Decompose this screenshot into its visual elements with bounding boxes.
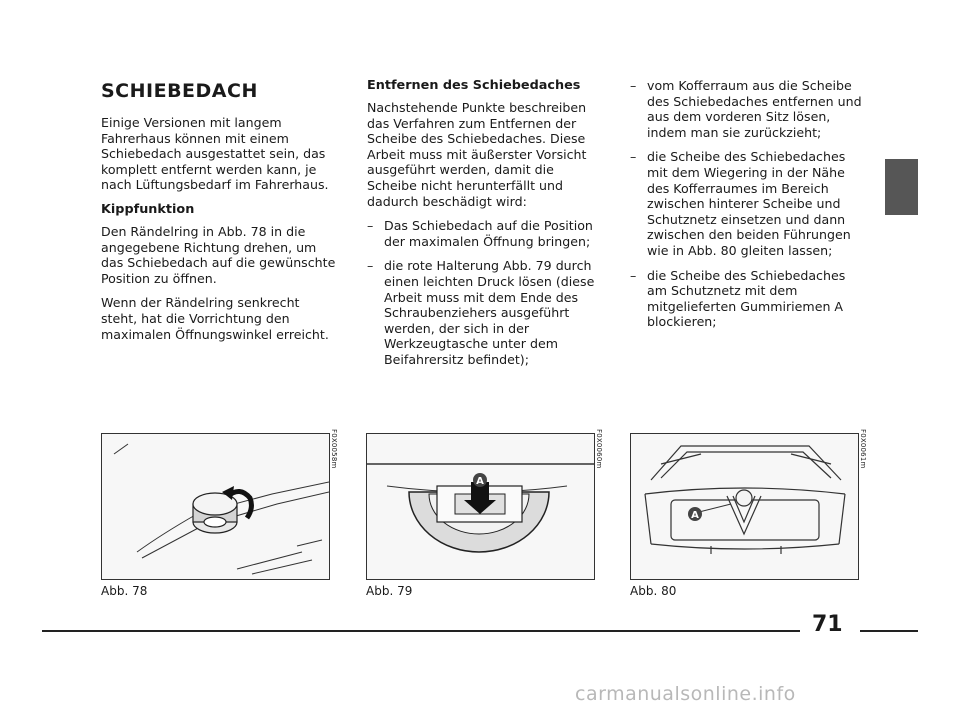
figure-caption: Abb. 80 — [630, 584, 677, 598]
list-item: – die rote Halterung Abb. 79 durch einen leichten Druck lösen (diese Arbeit muss mit dem Ende des Schraubenziehers ausgeführt werden, der sich in der Werkzeugtasche unter dem Beifahrersitz befindet); — [367, 258, 599, 367]
figure-caption: Abb. 79 — [366, 584, 413, 598]
sunroof-stowage-drawing — [631, 434, 858, 579]
subheading-entfernen: Entfernen des Schiebedaches — [367, 78, 581, 93]
list-item: – Das Schiebedach auf die Position der maximalen Öffnung bringen; — [367, 218, 599, 249]
intro-paragraph: Einige Versionen mit langem Fahrerhaus können mit einem Schiebedach ausgestattet sein, das komplett entfernt werden kann, je nach Lüftungsbedarf im Fahrerhaus. — [101, 115, 329, 193]
figure-code: F0X0058m — [330, 429, 338, 469]
footer-rule — [42, 630, 800, 632]
list-item: – die Scheibe des Schiebedaches mit dem Wiegering in der Nähe des Kofferraumes im Bereich zwischen hinterer Scheibe und Schutznetz einsetzen und dann zwischen den beiden Führungen wie in Abb. 80 gleiten lassen; — [630, 149, 868, 258]
watermark: carmanualsonline.info — [575, 683, 796, 705]
figure-code: F0X0061m — [859, 429, 867, 469]
figure-79-illustration — [366, 433, 595, 580]
paragraph: Den Rändelring in Abb. 78 in die angegebene Richtung drehen, um das Schiebedach auf die gewünschte Position zu öffnen. — [101, 223, 336, 286]
column-middle — [367, 78, 599, 377]
sunroof-knurled-ring-drawing — [102, 434, 329, 579]
paragraph: Wenn der Rändelring senkrecht steht, hat die Vorrichtung den maximalen Öffnungswinkel erreicht. — [101, 295, 329, 342]
figure-caption: Abb. 78 — [101, 584, 148, 598]
intro-paragraph: Nachstehende Punkte beschreiben das Verfahren zum Entfernen der Scheibe des Schiebedaches. Diese Arbeit muss mit äußerster Vorsicht ausgeführt werden, damit die Scheibe nicht herunterfällt und dadurch beschädigt wird: — [367, 100, 587, 209]
column-left — [101, 78, 336, 351]
figure-code: F0X0060m — [595, 429, 603, 469]
section-title: SCHIEBEDACH — [101, 80, 258, 102]
column-right — [630, 78, 868, 339]
figure-78-illustration — [101, 433, 330, 580]
list-item: – vom Kofferraum aus die Scheibe des Schiebedaches entfernen und aus dem vorderen Sitz lösen, indem man sie zurückzieht; — [630, 78, 868, 140]
figure-80-illustration — [630, 433, 859, 580]
footer-rule — [860, 630, 918, 632]
list-item: – die Scheibe des Schiebedaches am Schutznetz mit dem mitgelieferten Gummiriemen A blockieren; — [630, 268, 868, 330]
chapter-tab — [885, 159, 918, 215]
callout-a: A — [691, 510, 699, 521]
subheading-kippfunktion: Kippfunktion — [101, 201, 195, 217]
red-holder-drawing — [367, 434, 594, 579]
callout-a: A — [476, 476, 484, 487]
page-number: 71 — [812, 612, 843, 637]
